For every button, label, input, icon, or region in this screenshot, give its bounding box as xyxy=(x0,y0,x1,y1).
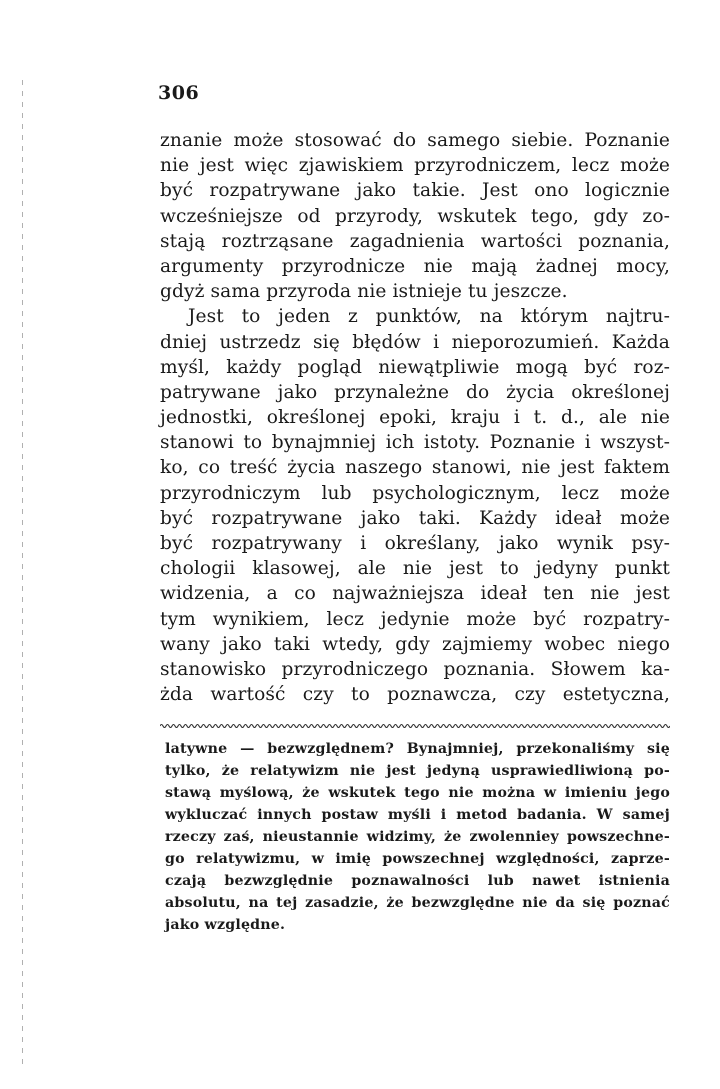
text-line: tym wynikiem, lecz jedynie może być rozpatry- xyxy=(160,608,670,630)
text-line: Jest to jeden z punktów, na którym najtru- xyxy=(188,306,670,328)
text-line: gdyż sama przyroda nie istnieje tu jeszcze. xyxy=(160,281,568,303)
text-line: nie jest więc zjawiskiem przyrodniczem, lecz może xyxy=(160,155,670,177)
text-line: ko, co treść życia naszego stanowi, nie jest faktem xyxy=(160,457,670,479)
footnote-line: czają bezwzględnie poznawalności lub nawet istnienia xyxy=(165,873,670,889)
footnote-line: tylko, że relatywizm nie jest jedyną usprawiedliwioną po- xyxy=(165,763,670,779)
text-line: być rozpatrywany i określany, jako wynik psy- xyxy=(160,533,670,554)
text-line: przyrodniczym lub psychologicznym, lecz może xyxy=(160,482,670,504)
footnote-line: stawą myślową, że wskutek tego nie można w imieniu jego xyxy=(165,785,670,801)
text-line: stanowi to bynajmniej ich istoty. Poznanie i wszyst- xyxy=(160,432,670,454)
text-line: wcześniejsze od przyrody, wskutek tego, gdy zo- xyxy=(160,205,670,227)
text-line: widzenia, a co najważniejsza ideał ten nie jest xyxy=(160,583,670,605)
text-line: myśl, każdy pogląd niewątpliwie mogą być roz- xyxy=(160,356,670,378)
footnote-line: wykluczać innych postaw myśli i metod badania. W samej xyxy=(165,807,670,823)
footnote-line: go relatywizmu, w imię powszechnej względności, zaprze- xyxy=(165,851,670,867)
text-line: jednostki, określonej epoki, kraju i t. d., ale nie xyxy=(160,407,670,429)
text-line: argumenty przyrodnicze nie mają żadnej mocy, xyxy=(160,255,670,277)
page-margin-line xyxy=(22,80,23,1070)
footnote-block xyxy=(165,738,670,936)
text-line: być rozpatrywane jako taki. Każdy ideał może xyxy=(160,507,670,529)
text-line: stanowisko przyrodniczego poznania. Słowem ka- xyxy=(160,658,670,680)
footnote-line: jako względne. xyxy=(165,917,286,933)
text-line: żda wartość czy to poznawcza, czy estetyczna, xyxy=(160,684,670,706)
footnote-line: absolutu, na tej zasadzie, że bezwzględne nie da się poznać xyxy=(165,895,670,911)
text-line: patrywane jako przynależne do życia określonej xyxy=(160,381,670,403)
text-line: znanie może stosować do samego siebie. Poznanie xyxy=(160,130,670,151)
text-line: chologii klasowej, ale nie jest to jedyny punkt xyxy=(160,558,670,580)
text-line: stają roztrząsane zagadnienia wartości poznania, xyxy=(160,230,670,252)
text-line: być rozpatrywane jako takie. Jest ono logicznie xyxy=(160,180,670,202)
text-line: dniej ustrzedz się błędów i nieporozumień. Każda xyxy=(160,331,670,353)
footnote-line: rzeczy zaś, nieustannie widzimy, że zwolenniey powszechne- xyxy=(165,829,670,845)
footnote-line: latywne — bezwzględnem? Bynajmniej, przekonaliśmy się xyxy=(165,741,670,757)
page-number: 306 xyxy=(158,82,200,104)
main-text-block xyxy=(160,128,670,707)
footnote-divider xyxy=(160,722,670,730)
text-line: wany jako taki wtedy, gdy zajmiemy wobec niego xyxy=(160,633,670,655)
